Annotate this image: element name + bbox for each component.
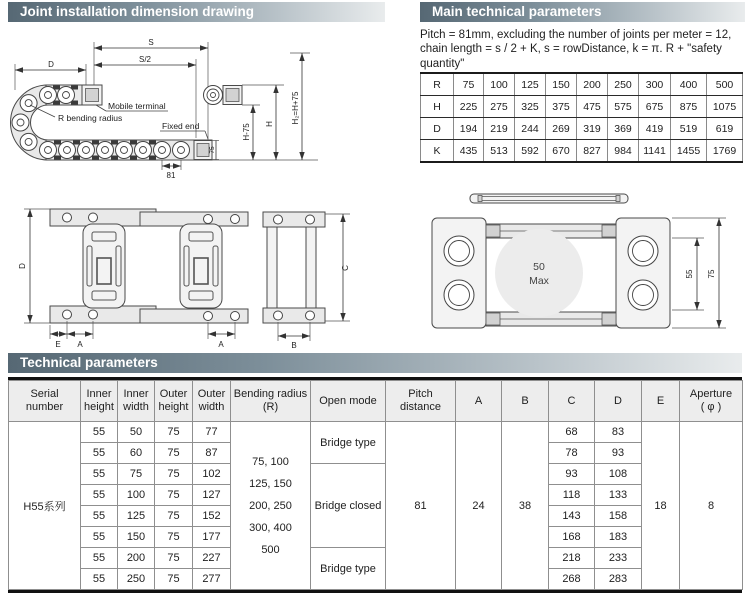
value-cell: 375	[546, 96, 577, 118]
svg-text:S/2: S/2	[138, 55, 152, 64]
cover-strip	[470, 194, 628, 203]
outer-width-cell: 127	[193, 485, 231, 506]
value-cell: 225	[454, 96, 484, 118]
value-cell: 125	[515, 73, 546, 96]
col-header-outer-width: Outer width	[193, 381, 231, 422]
label-fixed-end	[160, 121, 208, 139]
inner-width-cell: 50	[118, 422, 155, 443]
value-cell: 592	[515, 140, 546, 163]
inner-height-cell: 55	[81, 422, 118, 443]
c-cell: 268	[549, 569, 595, 590]
value-cell: 250	[608, 73, 639, 96]
raised-mobile-terminal	[204, 86, 243, 105]
chain-front-view	[258, 188, 423, 350]
outer-height-cell: 75	[155, 485, 193, 506]
link-body-right	[180, 224, 222, 308]
technical-parameters-table	[8, 377, 742, 593]
value-cell: 275	[484, 96, 515, 118]
svg-text:Max: Max	[529, 275, 549, 287]
table-row	[421, 73, 743, 96]
max-cable-circle	[495, 229, 583, 317]
col-header-c: C	[549, 381, 595, 422]
outer-height-cell: 75	[155, 422, 193, 443]
value-cell: 325	[515, 96, 546, 118]
outer-height-cell: 75	[155, 506, 193, 527]
svg-text:H₂=H+75: H₂=H+75	[291, 91, 300, 125]
value-cell: 875	[671, 96, 707, 118]
dimension-81	[162, 160, 181, 180]
frame	[263, 212, 325, 323]
d-cell: 183	[595, 527, 642, 548]
value-cell: 435	[454, 140, 484, 163]
value-cell: 1769	[707, 140, 743, 163]
dimension-a-right	[208, 322, 235, 349]
section-header-technical-parameters: Technical parameters	[8, 353, 742, 373]
svg-text:C: C	[341, 265, 350, 271]
pitch-distance-cell: 81	[386, 422, 456, 590]
value-cell: 475	[577, 96, 608, 118]
c-cell: 118	[549, 485, 595, 506]
dimension-e-a	[50, 321, 93, 349]
svg-text:Fixed end: Fixed end	[162, 121, 200, 131]
d-cell: 83	[595, 422, 642, 443]
chain-upper-run	[40, 85, 103, 105]
outer-width-cell: 77	[193, 422, 231, 443]
inner-height-cell: 55	[81, 485, 118, 506]
a-cell: 24	[456, 422, 502, 590]
inner-width-cell: 200	[118, 548, 155, 569]
col-header-serial: Serial number	[9, 381, 81, 422]
value-cell: 675	[639, 96, 671, 118]
table-row	[9, 548, 743, 569]
dimension-c	[325, 214, 350, 321]
svg-text:E: E	[55, 340, 61, 349]
svg-text:75: 75	[209, 146, 216, 154]
c-cell: 218	[549, 548, 595, 569]
value-cell: 269	[546, 118, 577, 140]
outer-width-cell: 227	[193, 548, 231, 569]
outer-width-cell: 277	[193, 569, 231, 590]
svg-text:81: 81	[166, 171, 176, 180]
col-header-inner-height: Inner height	[81, 381, 118, 422]
outer-height-cell: 75	[155, 569, 193, 590]
c-cell: 168	[549, 527, 595, 548]
chain-side-view	[420, 182, 745, 352]
inner-height-cell: 55	[81, 569, 118, 590]
outer-width-cell: 152	[193, 506, 231, 527]
pitch-formula-text: Pitch = 81mm, excluding the number of joints per meter = 12, chain length = s / 2 + K, s = rowDistance, k = π. R + "safety quantity"	[420, 29, 732, 70]
row-label: K	[421, 140, 454, 163]
chain-lower-run	[40, 140, 213, 160]
bending-radius-cell: 75, 100 125, 150 200, 250 300, 400 500	[231, 422, 311, 590]
value-cell: 984	[608, 140, 639, 163]
col-header-pitch: Pitch distance	[386, 381, 456, 422]
link-body-left	[83, 224, 125, 308]
table-row	[9, 422, 743, 443]
e-cell: 18	[642, 422, 680, 590]
c-cell: 93	[549, 464, 595, 485]
value-cell: 513	[484, 140, 515, 163]
table-row	[421, 140, 743, 163]
open-mode-cell: Bridge type	[311, 548, 386, 590]
rhdk-parameter-table	[420, 72, 743, 163]
outer-width-cell: 87	[193, 443, 231, 464]
c-cell: 78	[549, 443, 595, 464]
inner-height-cell: 55	[81, 506, 118, 527]
col-header-bending-radius: Bending radius (R)	[231, 381, 311, 422]
d-cell: 233	[595, 548, 642, 569]
label-mobile-terminal	[96, 101, 168, 111]
section-header-main-parameters: Main technical parameters	[420, 2, 745, 22]
svg-text:A: A	[77, 340, 83, 349]
value-cell: 369	[608, 118, 639, 140]
value-cell: 244	[515, 118, 546, 140]
col-header-a: A	[456, 381, 502, 422]
svg-text:55: 55	[685, 269, 694, 279]
value-cell: 100	[484, 73, 515, 96]
joint-dimension-diagram	[8, 28, 408, 188]
dimension-75	[672, 218, 726, 328]
value-cell: 619	[707, 118, 743, 140]
b-cell: 38	[502, 422, 549, 590]
inner-width-cell: 125	[118, 506, 155, 527]
outer-height-cell: 75	[155, 443, 193, 464]
inner-width-cell: 60	[118, 443, 155, 464]
d-cell: 108	[595, 464, 642, 485]
outer-height-cell: 75	[155, 527, 193, 548]
value-cell: 75	[454, 73, 484, 96]
svg-text:D: D	[48, 60, 54, 69]
value-cell: 419	[639, 118, 671, 140]
dimension-d	[18, 209, 50, 323]
svg-text:Mobile terminal: Mobile terminal	[108, 101, 166, 111]
value-cell: 200	[577, 73, 608, 96]
value-cell: 670	[546, 140, 577, 163]
value-cell: 150	[546, 73, 577, 96]
col-header-d: D	[595, 381, 642, 422]
table-header-row	[9, 381, 743, 422]
d-cell: 283	[595, 569, 642, 590]
chain-top-view	[8, 188, 258, 350]
col-header-outer-height: Outer height	[155, 381, 193, 422]
inner-height-cell: 55	[81, 464, 118, 485]
col-header-open-mode: Open mode	[311, 381, 386, 422]
inner-width-cell: 75	[118, 464, 155, 485]
col-header-e: E	[642, 381, 680, 422]
open-mode-cell: Bridge type	[311, 422, 386, 464]
section-header-joint-installation: Joint installation dimension drawing	[8, 2, 385, 22]
table-row	[421, 96, 743, 118]
value-cell: 500	[707, 73, 743, 96]
row-label: D	[421, 118, 454, 140]
value-cell: 319	[577, 118, 608, 140]
svg-text:A: A	[218, 340, 224, 349]
svg-text:B: B	[291, 341, 297, 350]
svg-text:R bending radius: R bending radius	[58, 113, 123, 123]
c-cell: 68	[549, 422, 595, 443]
inner-height-cell: 55	[81, 527, 118, 548]
inner-height-cell: 55	[81, 443, 118, 464]
dimension-55	[672, 238, 704, 310]
outer-width-cell: 102	[193, 464, 231, 485]
svg-text:75: 75	[707, 269, 716, 279]
inner-width-cell: 250	[118, 569, 155, 590]
value-cell: 400	[671, 73, 707, 96]
d-cell: 93	[595, 443, 642, 464]
outer-height-cell: 75	[155, 464, 193, 485]
svg-text:50: 50	[533, 261, 545, 273]
svg-text:H-75: H-75	[242, 123, 251, 141]
value-cell: 300	[639, 73, 671, 96]
open-mode-cell: Bridge closed	[311, 464, 386, 548]
svg-text:H: H	[265, 121, 274, 127]
d-cell: 158	[595, 506, 642, 527]
row-label: H	[421, 96, 454, 118]
col-header-b: B	[502, 381, 549, 422]
value-cell: 575	[608, 96, 639, 118]
col-header-inner-width: Inner width	[118, 381, 155, 422]
value-cell: 1075	[707, 96, 743, 118]
outer-height-cell: 75	[155, 548, 193, 569]
serial-number-cell: H55系列	[9, 422, 81, 590]
inner-width-cell: 150	[118, 527, 155, 548]
outer-width-cell: 177	[193, 527, 231, 548]
value-cell: 1141	[639, 140, 671, 163]
value-cell: 519	[671, 118, 707, 140]
c-cell: 143	[549, 506, 595, 527]
aperture-cell: 8	[680, 422, 743, 590]
table-row	[421, 118, 743, 140]
col-header-aperture: Aperture ( φ )	[680, 381, 743, 422]
row-label: R	[421, 73, 454, 96]
value-cell: 194	[454, 118, 484, 140]
inner-width-cell: 100	[118, 485, 155, 506]
d-cell: 133	[595, 485, 642, 506]
value-cell: 1455	[671, 140, 707, 163]
inner-height-cell: 55	[81, 548, 118, 569]
dimension-b	[278, 322, 310, 350]
svg-text:D: D	[18, 263, 27, 269]
svg-text:S: S	[148, 38, 154, 47]
value-cell: 827	[577, 140, 608, 163]
table-row	[9, 464, 743, 485]
value-cell: 219	[484, 118, 515, 140]
